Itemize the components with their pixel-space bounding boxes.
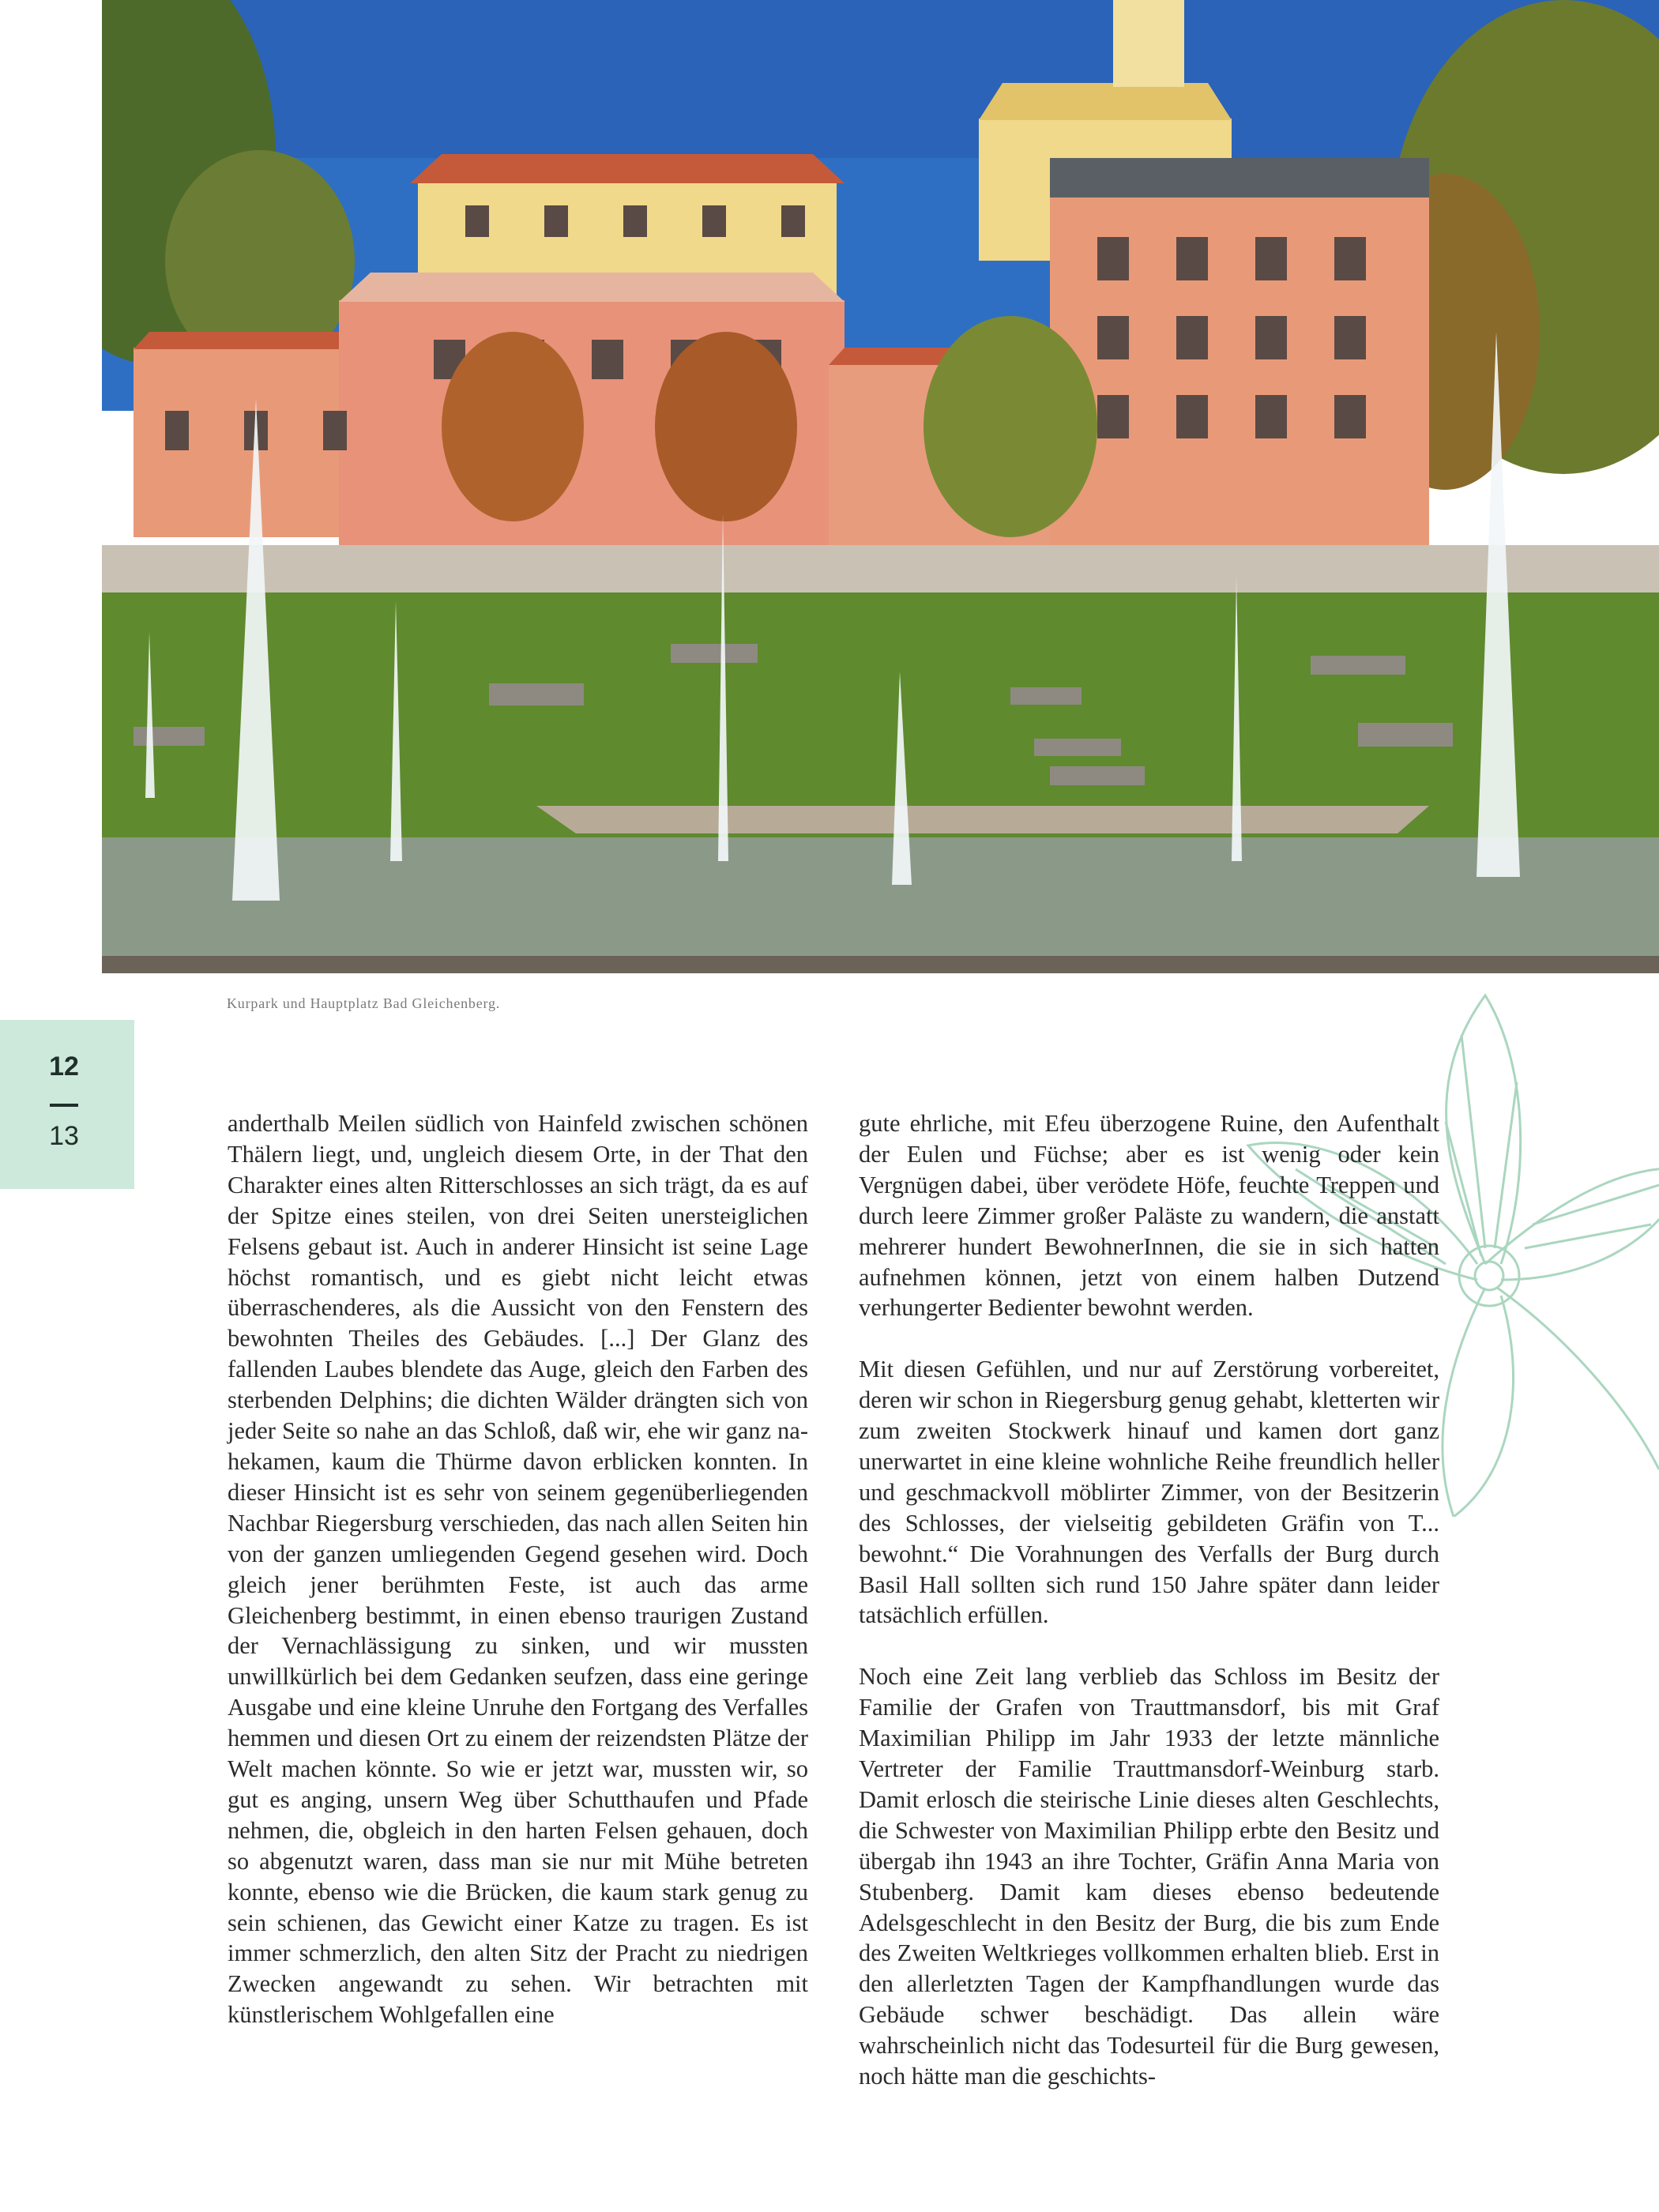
photo-caption: Kurpark und Hauptplatz Bad Gleichenberg. bbox=[227, 995, 501, 1011]
next-page-number: 13 bbox=[49, 1121, 79, 1151]
paragraph: Mit diesen Gefühlen, und nur auf Zerstörung vorbereitet, deren wir schon in Riegersburg genug gehabt, kletterten wir zum zweiten Stockwerk hinauf und kamen dort ganz unerwartet in eine kleine wohnliche Reihe freundlich heller und geschmackvoll möblirter Zimmer, von der Besitzerin des Schlosses, der vielseitig gebildeten Gräfin von T... bewohnt.“ Die Vorahnungen des Verfalls der Burg durch Basil Hall sollten sich rund 150 Jahre später dann leider tatsächlich erfüllen. bbox=[859, 1356, 1439, 1629]
page-number-divider bbox=[50, 1104, 78, 1107]
paragraph: Noch eine Zeit lang verblieb das Schloss im Besitz der Familie der Grafen von Trauttmansdorf, bis mit Graf Maximilian Philipp im Jahr 1933 der letzte männliche Vertreter der Familie Trauttmansdorf-Weinburg starb. Damit erlosch die steirische Linie dieses alten Geschlechts, die Schwester von Maximilian Philipp erbte den Besitz und übergab ihn 1943 an ihre Tochter, Gräfin Anna Maria von Stubenberg. Damit kam dieses ebenso bedeutende Adelsgeschlecht in den Besitz der Burg, die bis zum Ende des Zweiten Weltkrieges vollkommen erhalten blieb. Erst in den allerletzten Tagen der Kampfhandlungen wurde das Gebäude schwer beschädigt. Das allein wäre wahrscheinlich nicht das Todesurteil für die Burg gewesen, noch hätte man die geschichts- bbox=[859, 1663, 1439, 2090]
paragraph: gute ehrliche, mit Efeu überzogene Ruine, den Aufenthalt der Eulen und Füchse; aber es ist wenig oder kein Vergnügen dabei, über verödete Höfe, feuchte Treppen und durch leere Zimmer großer Paläste zu wandern, die anstatt mehrerer hundert BewohnerInnen, die sie in sich hatten aufnehmen können, jetzt von einem halben Dutzend verhungerter Bedienter bewohnt werden. bbox=[859, 1110, 1439, 1322]
text-column-right bbox=[859, 1108, 1439, 2092]
kurpark-photo bbox=[102, 0, 1659, 973]
page-number-tab bbox=[0, 1020, 134, 1189]
paragraph: anderthalb Meilen südlich von Hainfeld zwischen schönen Thälern liegt, und, ungleich diesem Orte, in der That den Charakter eines alten Ritterschlosses an sich trägt, da es auf der Spitze eines steilen, von drei Seiten unersteiglichen Felsens gebaut ist. Auch in anderer Hinsicht ist seine Lage höchst romantisch, und es giebt nicht leicht etwas überraschenderes, als die Aussicht von den Fenstern des bewohnten Theiles des Gebäudes. [...] Der Glanz des fallenden Laubes blendete das Auge, gleich den Farben des sterbenden Delphins; die dichten Wälder drängten sich von jeder Seite so nahe an das Schloß, daß wir, ehe wir ganz nahekamen, kaum die Thürme davon erblicken konnten. In dieser Hinsicht ist es sehr von seinem gegenüberliegenden Nachbar Riegersburg verschieden, das nach allen Seiten hin von der ganzen umliegenden Gegend gesehen wird. Doch gleich jener berühmten Feste, ist auch das arme Gleichenberg bestimmt, in einen ebenso traurigen Zustand der Vernachlässigung zu sinken, und wir mussten unwillkürlich bei dem Gedanken seufzen, dass eine geringe Ausgabe und eine kleine Unruhe den Fortgang des Verfalles hemmen und diesen Ort zu einem der reizendsten Plätze der Welt machen könnte. So wie er jetzt war, mussten wir, so gut es anging, unsern Weg über Schutthaufen und Pfade nehmen, die, obgleich in den harten Felsen gehauen, doch so abgenutzt waren, dass man sie nur mit Mühe betreten konnte, ebenso wie die Brücken, die kaum stark genug zu sein schienen, das Gewicht einer Katze zu tragen. Es ist immer schmerzlich, den alten Sitz der Pracht zu niedrigen Zwecken angewandt zu sehen. Wir betrachten mit künstlerischem Wohlgefallen eine bbox=[228, 1110, 808, 2029]
text-column-left bbox=[228, 1108, 808, 2030]
current-page-number: 12 bbox=[49, 1051, 79, 1082]
